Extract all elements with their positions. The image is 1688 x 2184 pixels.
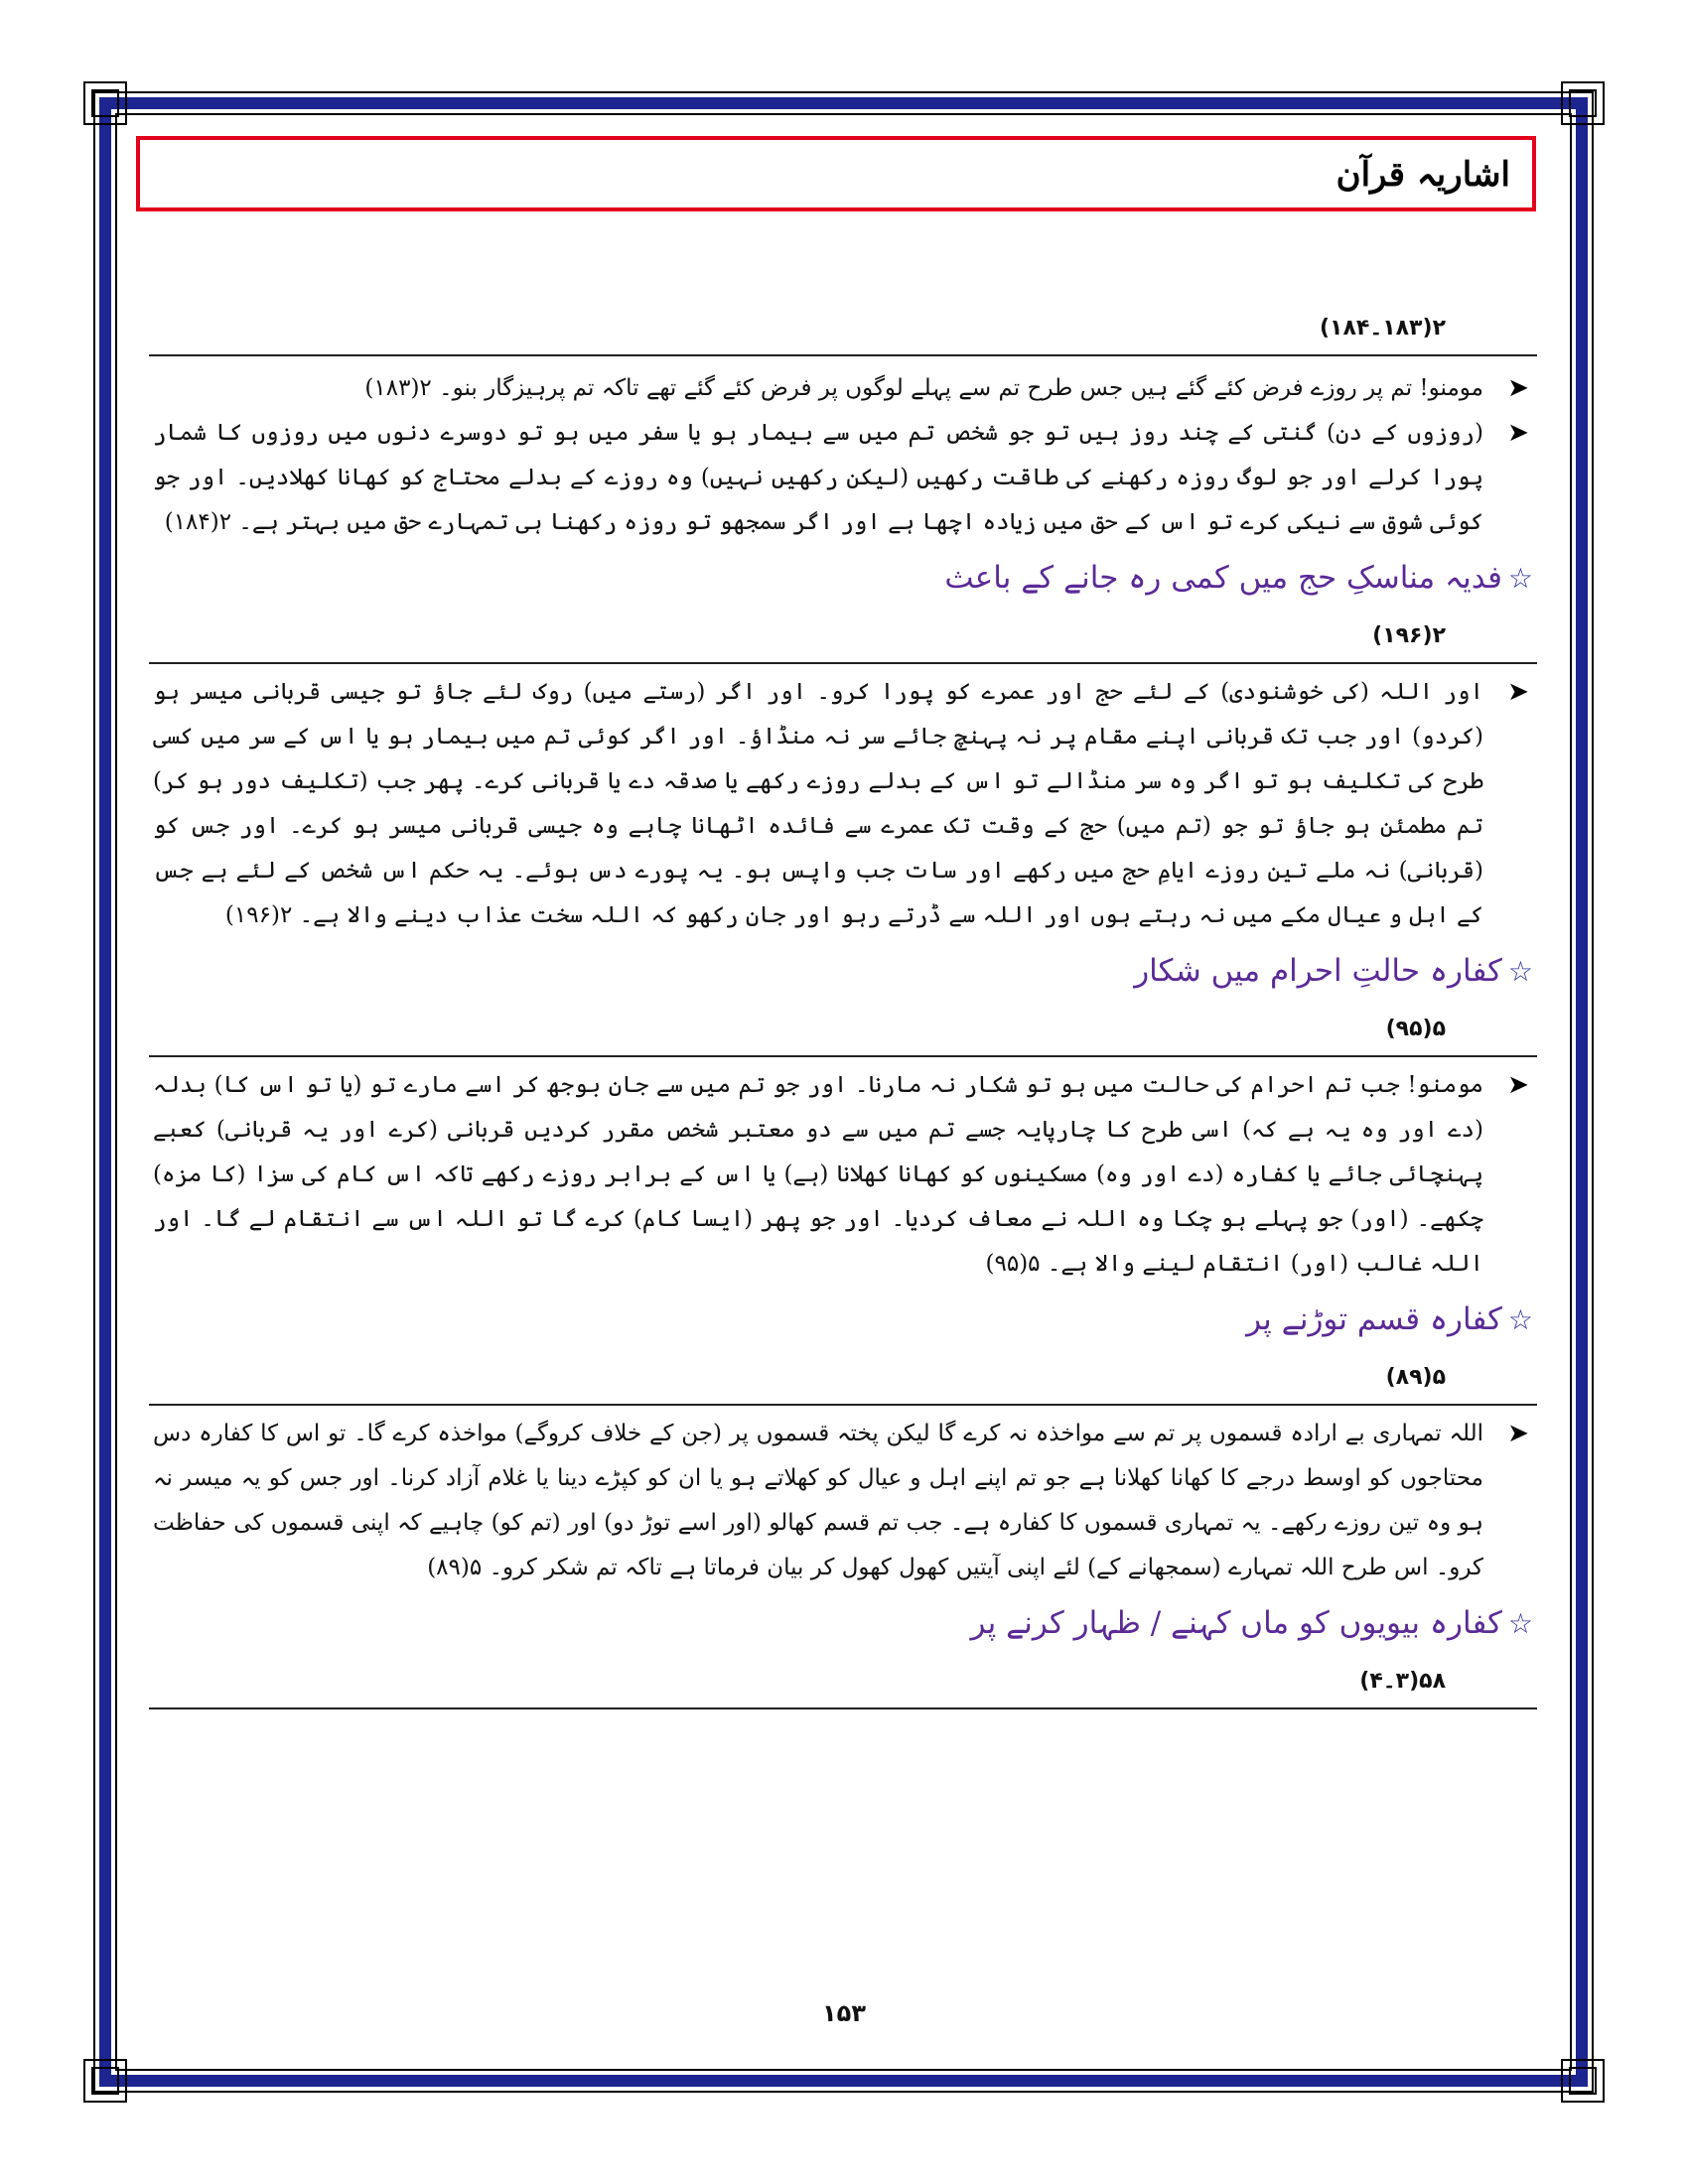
verse-text: مومنو! تم پر روزے فرض کئے گئے ہیں جس طرح تم سے پہلے لوگوں پر فرض کئے گئے تھے تاکہ تم پرہیزگار بنو۔ ۲(۱۸۳) <box>364 375 1483 401</box>
verse-entry <box>149 411 1537 545</box>
section-divider <box>149 1707 1537 1709</box>
verse-text: مومنو! جب تم احرام کی حالت میں ہو تو شکار نہ مارنا۔ اور جو تم میں سے جان بوجھ کر اسے مارے تو (یا تو اس کا) بدلہ (دے اور وہ یہ ہے کہ) اسی طرح کا چارپایہ جسے تم میں سے دو معتبر شخص مقرر کردیں قربانی (کرے اور یہ قربانی) کعبے پہنچائی جائے یا کفارہ (دے اور وہ) مسکینوں کو کھانا کھلانا (ہے) یا اس کے برابر روزے رکھے تاکہ اس کام کی سزا (کا مزہ) چکھے۔ (اور) جو پہلے ہو چکا وہ اللہ نے معاف کردیا۔ اور جو پھر (ایسا کام) کرے گا تو اللہ اس سے انتقام لے گا۔ اور اللہ غالب (اور) انتقام لینے والا ہے۔ ۵(۹۵) <box>153 1072 1483 1277</box>
star-icon: ☆ <box>1507 562 1533 595</box>
frame-corner-ornament <box>1561 2059 1605 2103</box>
page-title: اشاریہ قرآن <box>1336 154 1510 195</box>
verse-text: اور اللہ (کی خوشنودی) کے لئے حج اور عمرے کو پورا کرو۔ اور اگر (رستے میں) روک لئے جاؤ تو جیسی قربانی میسر ہو (کردو) اور جب تک قربانی اپنے مقام پر نہ پہنچ جائے سر نہ منڈاؤ۔ اور اگر کوئی تم میں بیمار ہو یا اس کے سر میں کسی طرح کی تکلیف ہو تو اگر وہ سر منڈالے تو اس کے بدلے روزے رکھے یا صدقہ دے یا قربانی کرے۔ پھر جب (تکلیف دور ہو کر) تم مطمئن ہو جاؤ تو جو (تم میں) حج کے وقت تک عمرے سے فائدہ اٹھانا چاہے وہ جیسی قربانی میسر ہو کرے۔ اور جس کو (قربانی) نہ ملے تین روزے ایامِ حج میں رکھے اور سات جب واپس ہو۔ یہ پورے دس ہوئے۔ یہ حکم اس شخص کے لئے ہے جس کے اہل و عیال مکے میں نہ رہتے ہوں اور اللہ سے ڈرتے رہو اور جان رکھو کہ اللہ سخت عذاب دینے والا ہے۔ ۲(۱۹۶) <box>153 679 1483 928</box>
arrow-bullet-icon: ➤ <box>1507 373 1529 403</box>
frame-corner-ornament <box>1561 81 1605 125</box>
arrow-bullet-icon: ➤ <box>1507 1419 1529 1448</box>
content-area <box>149 303 1537 1709</box>
topic-heading <box>149 1287 1537 1352</box>
topic-heading-text: فدیہ مناسکِ حج میں کمی رہ جانے کے باعث <box>944 560 1502 596</box>
verse-reference: ۵(۹۵) <box>1385 1017 1446 1041</box>
topic-heading-text: کفارہ حالتِ احرام میں شکار <box>1134 953 1502 989</box>
frame-corner-ornament <box>83 81 127 125</box>
topic-heading-text: کفارہ قسم توڑنے پر <box>1246 1301 1502 1337</box>
verse-entry <box>149 1412 1537 1590</box>
header-box <box>136 136 1536 211</box>
verse-entry <box>149 1063 1537 1287</box>
topic-heading <box>149 1590 1537 1656</box>
arrow-bullet-icon: ➤ <box>1507 677 1529 707</box>
verse-text: (روزوں کے دن) گنتی کے چند روز ہیں تو جو شخص تم میں سے بیمار ہو یا سفر میں ہو تو دوسرے دنوں میں روزوں کا شمار پورا کرلے اور جو لوگ روزہ رکھنے کی طاقت رکھیں (لیکن رکھیں نہیں) وہ روزے کے بدلے محتاج کو کھانا کھلادیں۔ اور جو کوئی شوق سے نیکی کرے تو اس کے حق میں زیادہ اچھا ہے اور اگر سمجھو تو روزہ رکھنا ہی تمہارے حق میں بہتر ہے۔ ۲(۱۸۴) <box>153 420 1483 535</box>
topic-heading <box>149 938 1537 1004</box>
page-number: ۱۵۳ <box>822 1999 866 2027</box>
topic-heading-text: کفارہ بیویوں کو ماں کہنے / ظہار کرنے پر <box>970 1605 1502 1641</box>
star-icon: ☆ <box>1507 1607 1533 1640</box>
verse-entry <box>149 366 1537 411</box>
star-icon: ☆ <box>1507 955 1533 988</box>
verse-reference: ۵۸(۳۔۴) <box>1359 1669 1446 1694</box>
verse-text: اللہ تمہاری بے ارادہ قسموں پر تم سے مواخذہ نہ کرے گا لیکن پختہ قسموں پر (جن کے خلاف کروگے) مواخذہ کرے گا۔ تو اس کا کفارہ دس محتاجوں کو اوسط درجے کا کھانا کھلانا ہے جو تم اپنے اہل و عیال کو کھلاتے ہو یا ان کو کپڑے دینا یا غلام آزاد کرنا۔ اور جس کو یہ میسر نہ ہو وہ تین روزے رکھے۔ یہ تمہاری قسموں کا کفارہ ہے۔ جب تم قسم کھالو (اور اسے توڑ دو) اور (تم کو) چاہیے کہ اپنی قسموں کی حفاظت کرو۔ اس طرح اللہ تمہارے (سمجھانے کے) لئے اپنی آیتیں کھول کھول کر بیان فرماتا ہے تاکہ تم شکر کرو۔ ۵(۸۹) <box>153 1421 1483 1580</box>
arrow-bullet-icon: ➤ <box>1507 1070 1529 1100</box>
verse-entry <box>149 670 1537 938</box>
star-icon: ☆ <box>1507 1303 1533 1336</box>
verse-reference: ۲(۱۹۶) <box>1372 623 1446 648</box>
verse-reference: ۵(۸۹) <box>1385 1365 1446 1390</box>
verse-reference: ۲(۱۸۳۔۱۸۴) <box>1319 316 1446 341</box>
arrow-bullet-icon: ➤ <box>1507 418 1529 448</box>
frame-corner-ornament <box>83 2059 127 2103</box>
topic-heading <box>149 545 1537 611</box>
